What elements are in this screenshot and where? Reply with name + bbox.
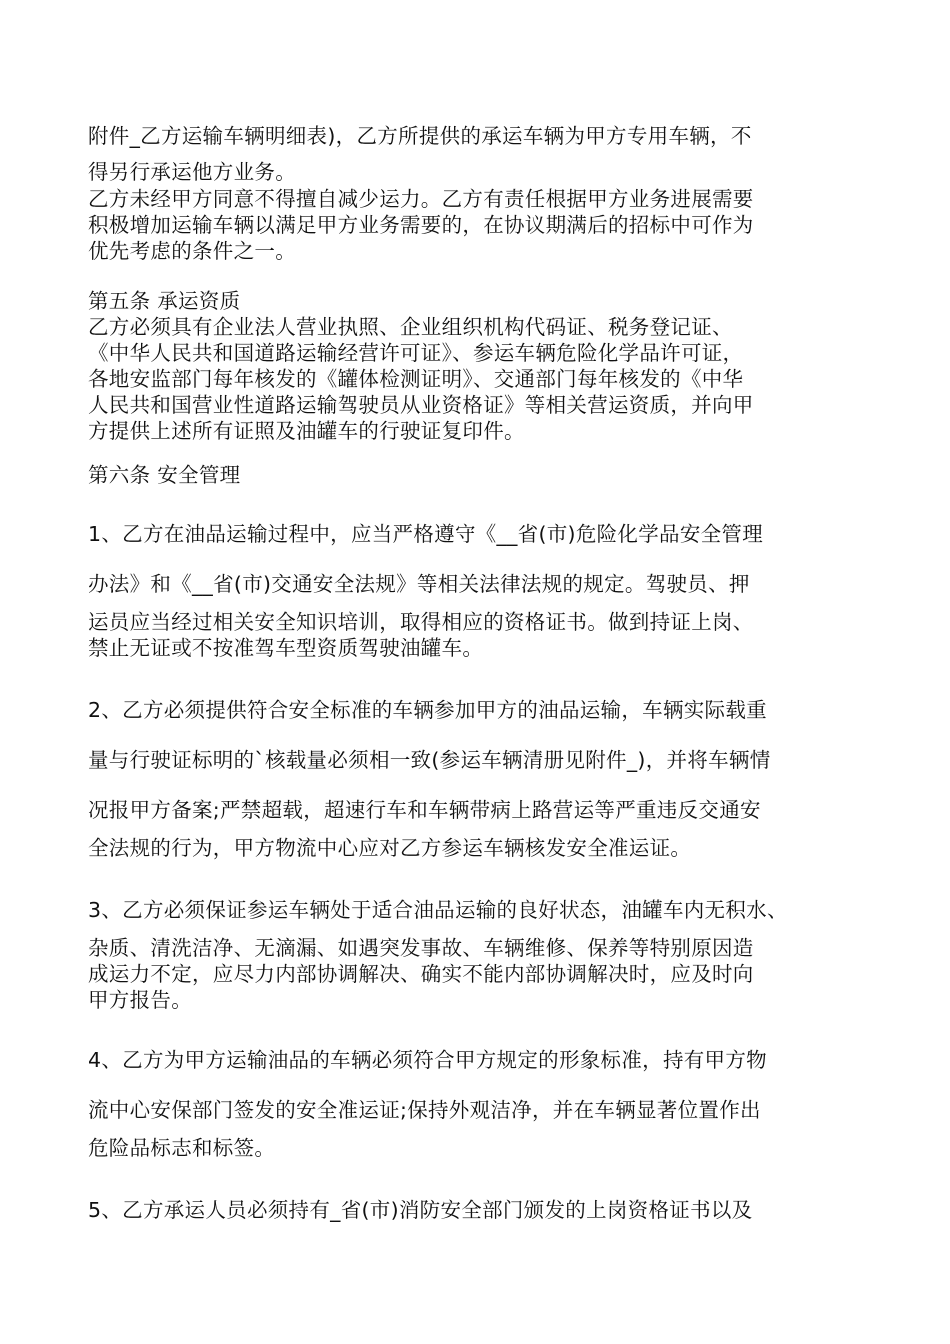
text-line: 乙方未经甲方同意不得擅自减少运力。乙方有责任根据甲方业务进展需要 <box>88 187 754 211</box>
text-line: 得另行承运他方业务。 <box>88 160 296 184</box>
text-line: 《中华人民共和国道路运输经营许可证》、参运车辆危险化学品许可证， <box>88 341 744 365</box>
text-line: 杂质、清洗洁净、无滴漏、如遇突发事故、车辆维修、保养等特别原因造 <box>88 936 754 960</box>
text-line: 1、乙方在油品运输过程中，应当严格遵守《__省(市)危险化学品安全管理 <box>88 522 764 546</box>
text-line: 运员应当经过相关安全知识培训，取得相应的资格证书。做到持证上岗、 <box>88 610 754 634</box>
section-heading: 第五条 承运资质 <box>88 289 241 313</box>
text-line: 优先考虑的条件之一。 <box>88 239 296 263</box>
text-line: 况报甲方备案;严禁超载，超速行车和车辆带病上路营运等严重违反交通安 <box>88 798 761 822</box>
text-line: 量与行驶证标明的`核载量必须相一致(参运车辆清册见附件_)，并将车辆情 <box>88 748 771 772</box>
text-line: 成运力不定，应尽力内部协调解决、确实不能内部协调解决时，应及时向 <box>88 962 754 986</box>
text-line: 危险品标志和标签。 <box>88 1136 276 1160</box>
text-line: 办法》和《__省(市)交通安全法规》等相关法律法规的规定。驾驶员、押 <box>88 572 750 596</box>
section-heading: 第六条 安全管理 <box>88 463 241 487</box>
text-line: 4、乙方为甲方运输油品的车辆必须符合甲方规定的形象标准，持有甲方物 <box>88 1048 767 1072</box>
text-line: 3、乙方必须保证参运车辆处于适合油品运输的良好状态，油罐车内无积水、 <box>88 898 788 922</box>
text-line: 乙方必须具有企业法人营业执照、企业组织机构代码证、税务登记证、 <box>88 315 733 339</box>
text-line: 5、乙方承运人员必须持有_省(市)消防安全部门颁发的上岗资格证书以及 <box>88 1198 753 1222</box>
text-line: 全法规的行为，甲方物流中心应对乙方参运车辆核发安全准运证。 <box>88 836 692 860</box>
text-line: 方提供上述所有证照及油罐车的行驶证复印件。 <box>88 419 525 443</box>
text-line: 各地安监部门每年核发的《罐体检测证明》、交通部门每年核发的《中华 <box>88 367 744 391</box>
text-line: 人民共和国营业性道路运输驾驶员从业资格证》等相关营运资质，并向甲 <box>88 393 754 417</box>
text-line: 附件_乙方运输车辆明细表)，乙方所提供的承运车辆为甲方专用车辆，不 <box>88 124 752 148</box>
text-line: 甲方报告。 <box>88 988 192 1012</box>
text-line: 禁止无证或不按准驾车型资质驾驶油罐车。 <box>88 636 484 660</box>
text-line: 流中心安保部门签发的安全准运证;保持外观洁净，并在车辆显著位置作出 <box>88 1098 761 1122</box>
text-line: 积极增加运输车辆以满足甲方业务需要的，在协议期满后的招标中可作为 <box>88 213 754 237</box>
text-line: 2、乙方必须提供符合安全标准的车辆参加甲方的油品运输，车辆实际载重 <box>88 698 767 722</box>
